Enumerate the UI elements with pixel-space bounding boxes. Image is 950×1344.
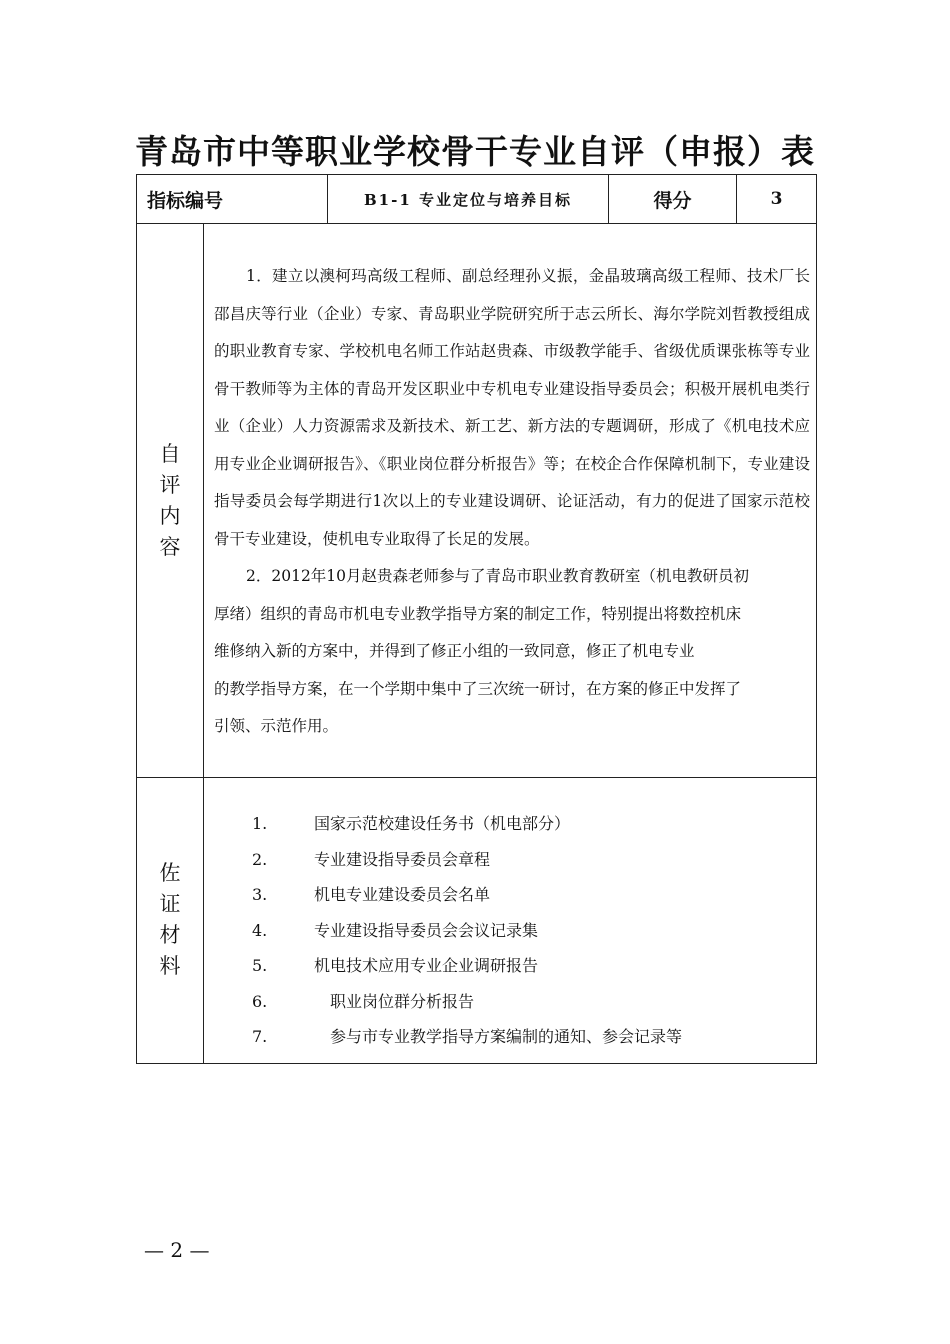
evaluation-table — [136, 174, 817, 1064]
self-eval-content — [204, 224, 817, 778]
form-title: 青岛市中等职业学校骨干专业自评（申报）表 — [135, 132, 815, 171]
score-value: 3 — [737, 175, 817, 224]
item-text: 机电专业建设委员会名单 — [314, 885, 491, 904]
item-number: 5. — [252, 956, 268, 975]
item-number: 2. — [252, 849, 268, 869]
evidence-item — [204, 806, 816, 842]
label-char: 佐 — [159, 861, 181, 886]
paragraph-2-line: 引领、示范作用。 — [214, 717, 339, 735]
self-eval-paragraph-1: 1．建立以澳柯玛高级工程师、副总经理孙义振，金晶玻璃高级工程师、技术厂长邵昌庆等行业（企业）专家、青岛职业学院研究所于志云所长、海尔学院刘哲教授组成的职业教育专家、学校机电名师工作站赵贵森、市级教学能手、省级优质课张栋等专业骨干教师等为主体的青岛开发区职业中专机电专业建设指导委员会；积极开展机电类行业（企业）人力资源需求及新技术、新工艺、新方法的专题调研，形成了《机电技术应用专业企业调研报告》、《职业岗位群分析报告》等；在校企合作保障机制下，专业建设指导委员会每学期进行1次以上的专业建设调研、论证活动，有力的促进了国家示范校骨干专业建设，使机电专业取得了长足的发展。 — [214, 267, 811, 548]
item-number: 1. — [252, 814, 268, 833]
header-row — [137, 175, 817, 224]
item-text: 职业岗位群分析报告 — [330, 991, 475, 1011]
label-char: 料 — [159, 954, 181, 979]
item-number: 3. — [252, 885, 268, 904]
paragraph-2-line: 的教学指导方案，在一个学期中集中了三次统一研讨，在方案的修正中发挥了 — [214, 679, 742, 698]
evidence-item — [204, 842, 816, 878]
paragraph-2-line: 厚绪）组织的青岛市机电专业教学指导方案的制定工作，特别提出将数控机床 — [214, 604, 742, 623]
label-char: 材 — [159, 923, 181, 948]
label-char: 评 — [159, 472, 181, 497]
item-text: 参与市专业教学指导方案编制的通知、参会记录等 — [330, 1027, 683, 1046]
label-char: 证 — [159, 892, 181, 917]
page-number: — 2 — — [144, 1238, 210, 1262]
evidence-item — [204, 984, 816, 1020]
evidence-item — [204, 1019, 816, 1055]
evidence-item — [204, 877, 816, 913]
paragraph-2-line: 维修纳入新的方案中，并得到了修正小组的一致同意，修正了机电专业 — [214, 642, 695, 660]
self-eval-paragraph-2 — [214, 558, 810, 746]
score-label: 得分 — [609, 175, 737, 224]
label-char: 容 — [159, 534, 181, 559]
item-text: 专业建设指导委员会会议记录集 — [314, 920, 539, 940]
item-text: 国家示范校建设任务书（机电部分） — [314, 814, 571, 833]
indicator-label: 指标编号 — [137, 175, 328, 224]
evidence-row — [137, 778, 817, 1064]
label-char: 自 — [159, 441, 181, 466]
item-number: 6. — [252, 991, 268, 1011]
label-char: 内 — [159, 503, 181, 528]
self-eval-label — [137, 224, 204, 778]
self-eval-row — [137, 224, 817, 778]
paragraph-2-line: 2．2012年10月赵贵森老师参与了青岛市职业教育教研室（机电教研员初 — [246, 567, 750, 585]
evidence-item — [204, 948, 816, 984]
item-text: 专业建设指导委员会章程 — [314, 849, 491, 869]
item-number: 4. — [252, 920, 268, 940]
evidence-label — [137, 778, 204, 1064]
indicator-value: B1-1 专业定位与培养目标 — [328, 175, 609, 224]
evidence-item — [204, 913, 816, 949]
item-number: 7. — [252, 1027, 268, 1046]
evidence-list — [204, 778, 817, 1064]
item-text: 机电技术应用专业企业调研报告 — [314, 956, 539, 975]
